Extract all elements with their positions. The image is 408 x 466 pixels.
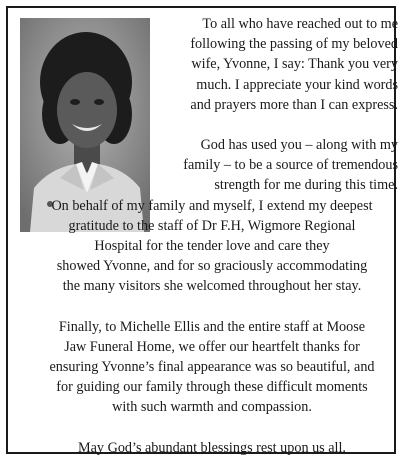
- text-line: and prayers more than I can express.: [190, 96, 398, 113]
- text-line: May God’s abundant blessings rest upon us all.: [78, 439, 346, 456]
- text-line: gratitude to the staff of Dr F.H, Wigmore Regional: [68, 217, 356, 234]
- text-line: Jaw Funeral Home, we offer our heartfelt thanks for: [64, 338, 360, 355]
- text-line: wife, Yvonne, I say: Thank you very: [191, 56, 398, 73]
- text-line: To all who have reached out to me: [202, 16, 398, 32]
- text-line: family – to be a source of tremendous: [183, 157, 398, 174]
- text-line: On behalf of my family and myself, I extend my deepest: [51, 197, 373, 214]
- text-line: the many visitors she welcomed throughout her stay.: [62, 278, 362, 295]
- text-line: strength for me during this time.: [214, 177, 398, 194]
- paragraph-2: [20, 135, 404, 196]
- thank-you-notice: [6, 6, 396, 454]
- text-line: God has used you – along with my: [200, 137, 398, 154]
- text-line: for guiding our family through these difficult moments: [56, 379, 368, 396]
- text-line: with such warmth and compassion.: [112, 399, 312, 416]
- text-line: much. I appreciate your kind words: [196, 76, 398, 93]
- text-line: Hospital for the tender love and care they: [94, 238, 330, 255]
- text-line: Finally, to Michelle Ellis and the entire staff at Moose: [58, 318, 366, 335]
- paragraph-1: [20, 14, 404, 115]
- notice-text: [20, 14, 404, 458]
- text-line: showed Yvonne, and for so graciously accommodating: [56, 258, 368, 275]
- text-line: following the passing of my beloved: [190, 36, 398, 53]
- paragraph-4: [20, 317, 404, 418]
- text-line: ensuring Yvonne’s final appearance was so beautiful, and: [49, 359, 375, 376]
- paragraph-3: [20, 196, 404, 297]
- paragraph-5: [20, 438, 404, 458]
